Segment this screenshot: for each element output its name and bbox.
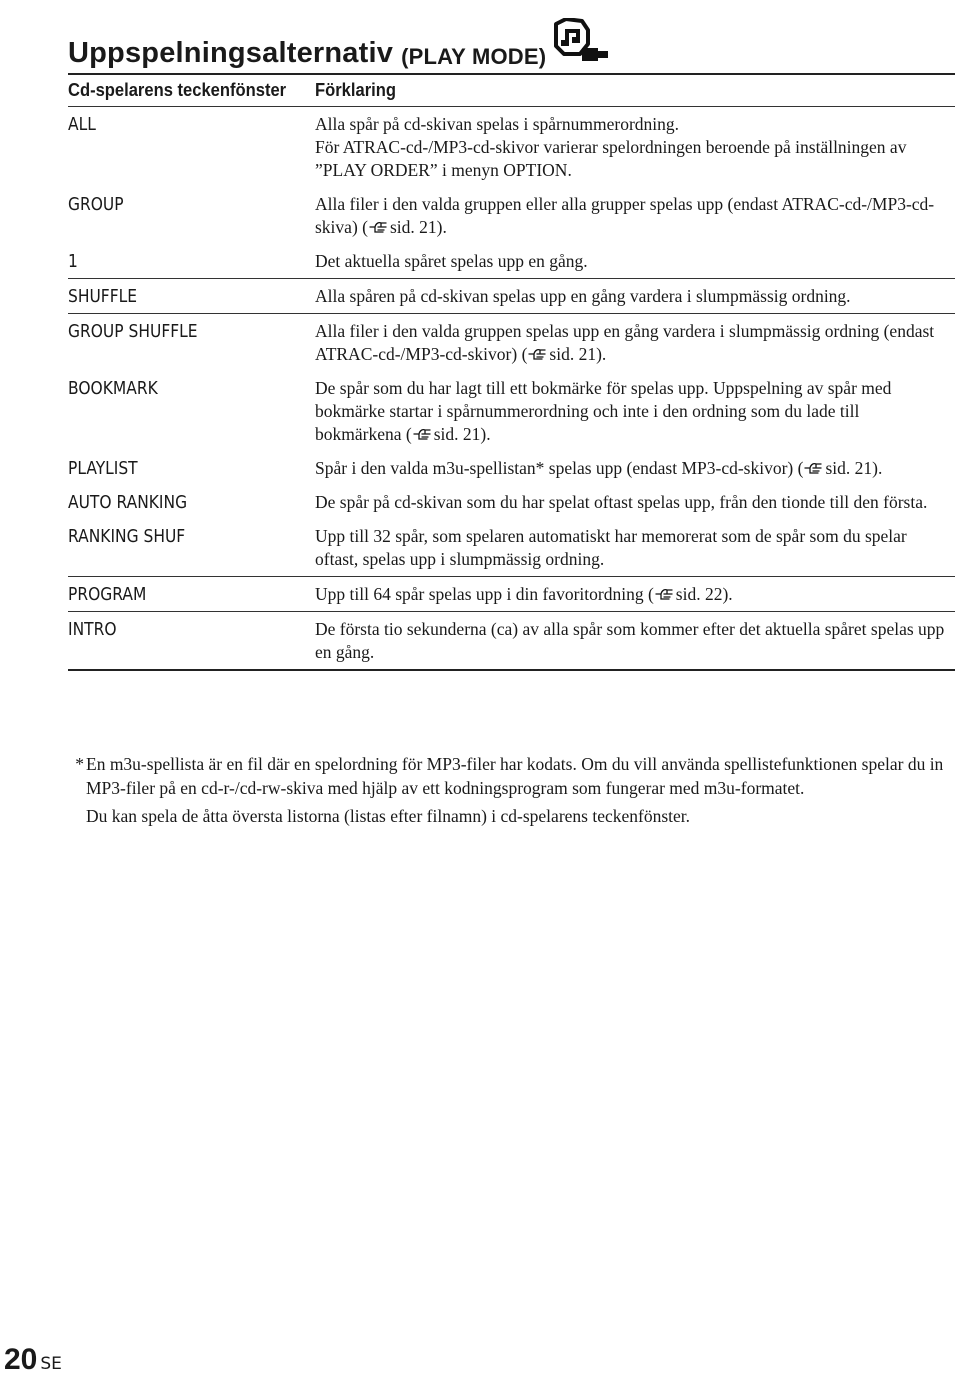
- table-row: [68, 107, 955, 187]
- header-explanation-column: Förklaring: [315, 80, 396, 100]
- table-header: [68, 75, 955, 107]
- explanation-text: Upp till 32 spår, som spelaren automatiskt har memorerat som de spår som du spelar oftast, spelas upp i slumpmässig ordning.: [315, 526, 907, 569]
- explanation-paragraph: [315, 618, 945, 664]
- page-reference-text: sid. 22).: [675, 584, 733, 604]
- page-reference-icon: [413, 427, 433, 441]
- explanation-text: Alla spåren på cd-skivan spelas upp en gång vardera i slumpmässig ordning.: [315, 286, 851, 306]
- explanation-cell: [315, 525, 955, 571]
- title-main: Uppspelningsalternativ: [68, 37, 394, 69]
- table-row: [68, 612, 955, 671]
- table-row: [68, 244, 955, 279]
- explanation-cell: [315, 457, 955, 480]
- explanation-text: För ATRAC-cd-/MP3-cd-skivor varierar spelordningen beroende på inställningen av ”PLAY ORDER” i menyn OPTION.: [315, 137, 907, 180]
- play-mode-table: [68, 73, 955, 671]
- explanation-paragraph: [315, 320, 945, 366]
- table-row: [68, 519, 955, 577]
- table-row: [68, 577, 955, 612]
- page-number: [4, 1343, 62, 1377]
- display-label: BOOKMARK: [68, 378, 158, 399]
- explanation-cell: [315, 377, 955, 446]
- footnote-marker: *: [75, 754, 84, 774]
- explanation-paragraph: [315, 583, 945, 606]
- explanation-paragraph: [315, 113, 945, 136]
- table-row: [68, 279, 955, 314]
- page-reference-text: sid. 21).: [825, 458, 883, 478]
- display-label: PLAYLIST: [68, 458, 138, 479]
- display-label: ALL: [68, 114, 96, 135]
- explanation-paragraph: [315, 525, 945, 571]
- explanation-cell: [315, 250, 955, 273]
- explanation-text: De första tio sekunderna (ca) av alla spår som kommer efter det aktuella spåret spelas upp en gång.: [315, 619, 945, 662]
- page-reference-icon: [804, 461, 824, 475]
- display-label-cell: [68, 583, 315, 606]
- explanation-text: Upp till 64 spår spelas upp i din favoritordning (: [315, 584, 654, 604]
- table-row: [68, 371, 955, 451]
- explanation-text: Alla filer i den valda gruppen eller alla grupper spelas upp (endast ATRAC-cd-/MP3-cd-skiva) (: [315, 194, 935, 237]
- page-reference-icon: [655, 587, 675, 601]
- display-label-cell: [68, 491, 315, 514]
- page-reference-text: sid. 21).: [549, 344, 607, 364]
- display-label-cell: [68, 250, 315, 273]
- explanation-paragraph: [315, 193, 945, 239]
- footnote: [68, 752, 948, 828]
- explanation-cell: [315, 193, 955, 239]
- page-language: SE: [40, 1354, 62, 1374]
- display-label: 1: [68, 251, 78, 272]
- display-label-cell: [68, 320, 315, 366]
- header-display-column: Cd-spelarens teckenfönster: [68, 80, 287, 100]
- page-title: [68, 12, 610, 70]
- display-label-cell: [68, 457, 315, 480]
- page-reference-text: sid. 21).: [433, 424, 491, 444]
- explanation-paragraph: [315, 377, 945, 446]
- explanation-cell: [315, 285, 955, 308]
- explanation-paragraph: [315, 136, 945, 182]
- explanation-text: Spår i den valda m3u-spellistan* spelas upp (endast MP3-cd-skivor) (: [315, 458, 804, 478]
- title-sub: (PLAY MODE): [401, 44, 547, 69]
- page-number-value: 20: [4, 1343, 38, 1376]
- display-label: INTRO: [68, 619, 117, 640]
- table-row: [68, 451, 955, 485]
- explanation-cell: [315, 618, 955, 664]
- display-label: PROGRAM: [68, 584, 147, 605]
- table-row: [68, 485, 955, 519]
- music-note-menu-icon: [552, 18, 610, 76]
- table-body: [68, 107, 955, 671]
- table-row: [68, 187, 955, 244]
- explanation-cell: [315, 113, 955, 182]
- display-label-cell: [68, 193, 315, 239]
- display-label: GROUP SHUFFLE: [68, 321, 198, 342]
- display-label: GROUP: [68, 194, 124, 215]
- footnote-text: En m3u-spellista är en fil där en spelordning för MP3-filer har kodats. Om du vill använda spellistefunktionen spelar du in MP3-filer på en cd-r-/cd-rw-skiva med hjälp av ett kodningsprogram som fungerar med m3u-formatet.: [86, 754, 944, 798]
- explanation-text: Det aktuella spåret spelas upp en gång.: [315, 251, 588, 271]
- display-label-cell: [68, 113, 315, 182]
- explanation-text: Alla spår på cd-skivan spelas i spårnummerordning.: [315, 114, 680, 134]
- explanation-cell: [315, 583, 955, 606]
- explanation-cell: [315, 320, 955, 366]
- explanation-paragraph: [315, 457, 945, 480]
- explanation-text: De spår som du har lagt till ett bokmärke för spelas upp. Uppspelning av spår med bokmärke startar i spårnummerordning och inte i den ordning som du lade till bokmärkena (: [315, 378, 892, 444]
- footnote-text-2: Du kan spela de åtta översta listorna (listas efter filnamn) i cd-spelarens teckenfönster.: [86, 806, 691, 826]
- explanation-paragraph: [315, 285, 945, 308]
- explanation-text: Alla filer i den valda gruppen spelas upp en gång vardera i slumpmässig ordning (endast ATRAC-cd-/MP3-cd-skivor) (: [315, 321, 935, 364]
- explanation-cell: [315, 491, 955, 514]
- display-label-cell: [68, 618, 315, 664]
- page-reference-text: sid. 21).: [389, 217, 447, 237]
- display-label: SHUFFLE: [68, 286, 138, 307]
- display-label-cell: [68, 285, 315, 308]
- table-row: [68, 314, 955, 371]
- explanation-text: De spår på cd-skivan som du har spelat oftast spelas upp, från den tionde till den första.: [315, 492, 928, 512]
- display-label: AUTO RANKING: [68, 492, 188, 513]
- display-label-cell: [68, 525, 315, 571]
- page-reference-icon: [528, 347, 548, 361]
- explanation-paragraph: [315, 491, 945, 514]
- explanation-paragraph: [315, 250, 945, 273]
- display-label: RANKING SHUF: [68, 526, 186, 547]
- display-label-cell: [68, 377, 315, 446]
- page-reference-icon: [369, 220, 389, 234]
